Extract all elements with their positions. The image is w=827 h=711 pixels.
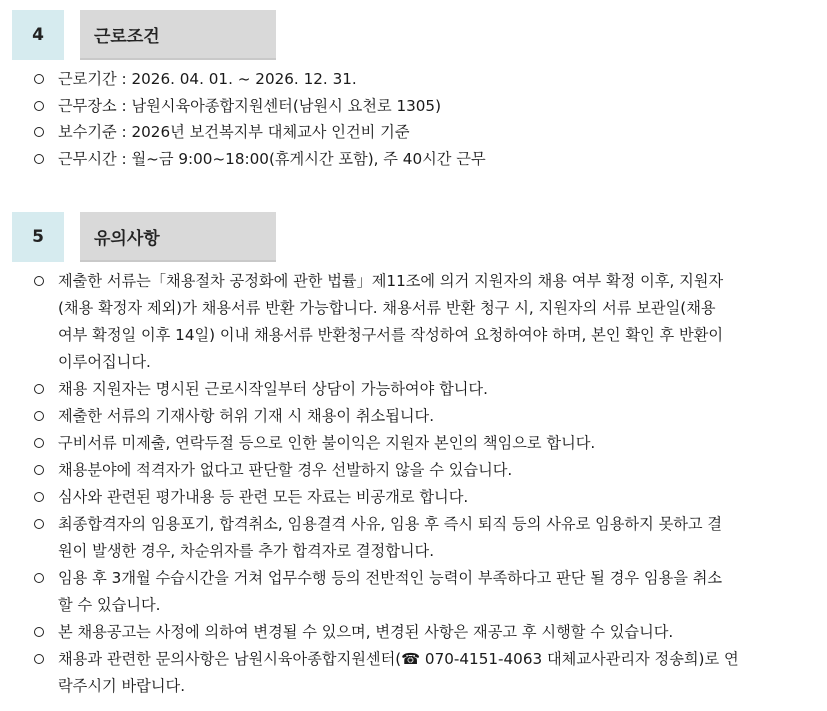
circle-bullet-icon	[34, 654, 44, 664]
circle-bullet-icon	[34, 438, 44, 448]
list-item: 채용과 관련한 문의사항은 남원시육아종합지원센터(☎ 070-4151-4063 대체교사관리자 정송희)로 연 락주시기 바랍니다.	[32, 646, 810, 700]
list-item: 채용분야에 적격자가 없다고 판단할 경우 선발하지 않을 수 있습니다.	[32, 457, 810, 484]
circle-bullet-icon	[34, 465, 44, 475]
circle-bullet-icon	[34, 492, 44, 502]
list-item: 본 채용공고는 사정에 의하여 변경될 수 있으며, 변경된 사항은 재공고 후 시행할 수 있습니다.	[32, 619, 810, 646]
list-item: 근무장소 : 남원시육아종합지원센터(남원시 요천로 1305)	[32, 93, 810, 120]
circle-bullet-icon	[34, 154, 44, 164]
circle-bullet-icon	[34, 276, 44, 286]
list-item: 근무시간 : 월~금 9:00~18:00(휴게시간 포함), 주 40시간 근무	[32, 146, 810, 173]
circle-bullet-icon	[34, 384, 44, 394]
circle-bullet-icon	[34, 127, 44, 137]
list-item: 보수기준 : 2026년 보건복지부 대체교사 인건비 기준	[32, 119, 810, 146]
list-item: 근로기간 : 2026. 04. 01. ~ 2026. 12. 31.	[32, 66, 810, 93]
list-item: 최종합격자의 임용포기, 합격취소, 임용결격 사유, 임용 후 즉시 퇴직 등의 사유로 임용하지 못하고 결 원이 발생한 경우, 차순위자를 추가 합격자로 결정합니다.	[32, 511, 810, 565]
list-item: 제출한 서류의 기재사항 허위 기재 시 채용이 취소됩니다.	[32, 403, 810, 430]
circle-bullet-icon	[34, 411, 44, 421]
circle-bullet-icon	[34, 519, 44, 529]
section-title: 근로조건	[80, 10, 276, 60]
section-number: 4	[12, 10, 64, 60]
list-item: 구비서류 미제출, 연락두절 등으로 인한 불이익은 지원자 본인의 책임으로 합니다.	[32, 430, 810, 457]
list-item: 채용 지원자는 명시된 근로시작일부터 상담이 가능하여야 합니다.	[32, 376, 810, 403]
circle-bullet-icon	[34, 573, 44, 583]
list-item: 제출한 서류는「채용절차 공정화에 관한 법률」제11조에 의거 지원자의 채용 여부 확정 이후, 지원자 (채용 확정자 제외)가 채용서류 반환 가능합니다. 채용서류 반환 청구 시, 지원자의 서류 보관일(채용 여부 확정일 이후 14일) 이내 채용서류 반환청구서를 작성하여 요청하여야 하며, 본인 확인 후 반환이 이루어집니다.	[32, 268, 810, 376]
working-conditions-list	[32, 66, 810, 172]
notes-list	[32, 268, 810, 700]
list-item: 심사와 관련된 평가내용 등 관련 모든 자료는 비공개로 합니다.	[32, 484, 810, 511]
list-item: 임용 후 3개월 수습시간을 거쳐 업무수행 등의 전반적인 능력이 부족하다고 판단 될 경우 임용을 취소 할 수 있습니다.	[32, 565, 810, 619]
circle-bullet-icon	[34, 74, 44, 84]
circle-bullet-icon	[34, 101, 44, 111]
section-title: 유의사항	[80, 212, 276, 262]
section-number: 5	[12, 212, 64, 262]
circle-bullet-icon	[34, 627, 44, 637]
